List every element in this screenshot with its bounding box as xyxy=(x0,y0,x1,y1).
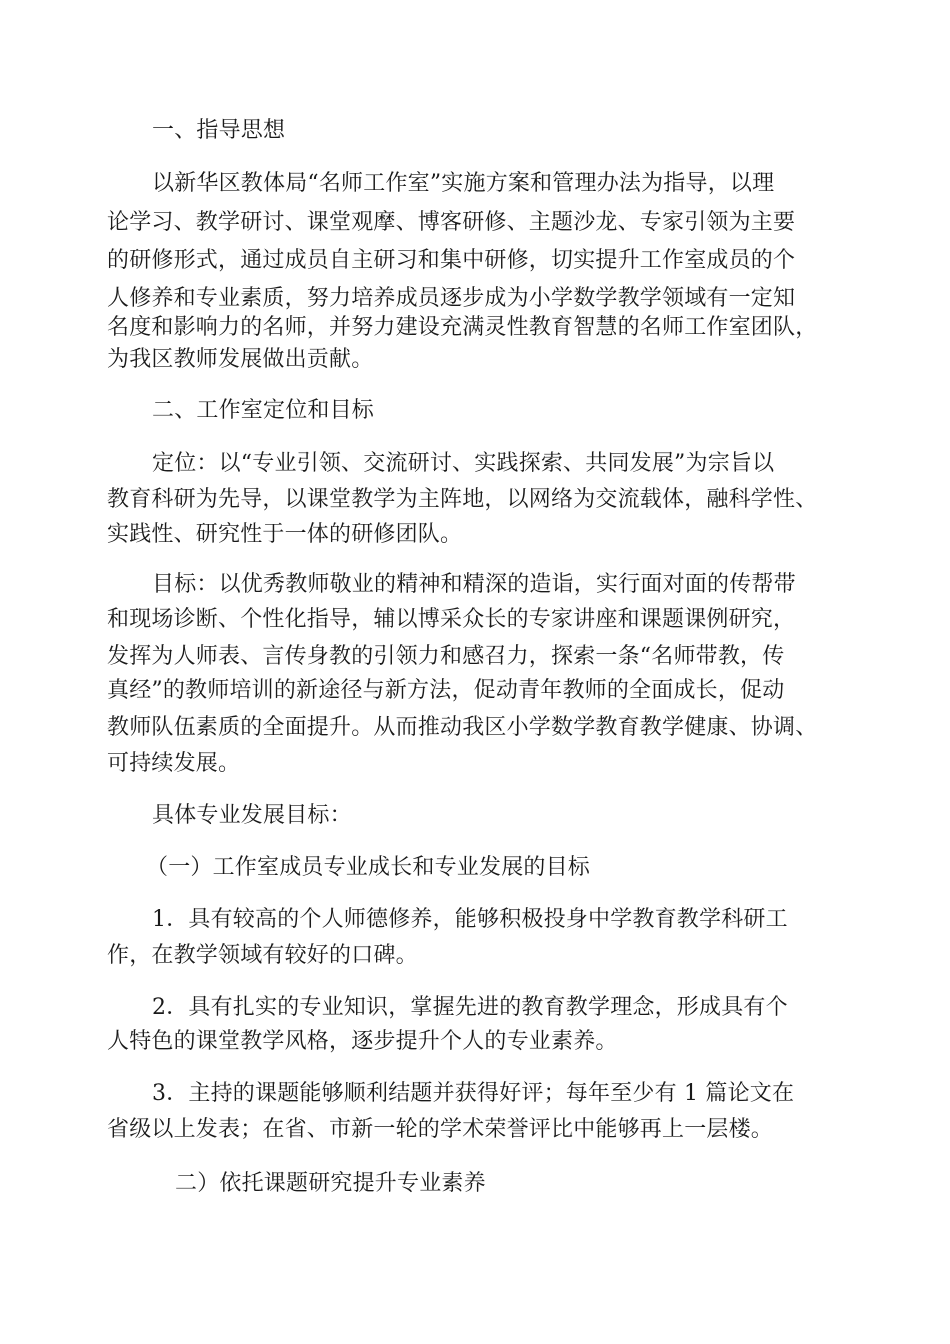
paragraph-goal-line-3: 发挥为人师表、言传身教的引领力和感召力，探索一条“名师带教，传 xyxy=(107,644,785,669)
item-1-line-2: 作，在教学领域有较好的口碑。 xyxy=(107,943,418,968)
paragraph-positioning-line-1: 定位：以“专业引领、交流研讨、实践探索、共同发展”为宗旨以 xyxy=(152,451,775,476)
paragraph-goal-line-4: 真经”的教师培训的新途径与新方法，促动青年教师的全面成长，促动 xyxy=(107,678,785,703)
paragraph-goal-line-1: 目标：以优秀教师敬业的精神和精深的造诣，实行面对面的传帮带 xyxy=(152,572,796,597)
paragraph-positioning-line-2: 教育科研为先导，以课堂教学为主阵地，以网络为交流载体，融科学性、 xyxy=(107,487,818,512)
paragraph-guiding-line-6: 为我区教师发展做出贡献。 xyxy=(107,347,374,372)
heading-specific-goals: 具体专业发展目标： xyxy=(152,803,352,828)
paragraph-goal-line-5: 教师队伍素质的全面提升。从而推动我区小学数学教育教学健康、协调、 xyxy=(107,715,818,740)
paragraph-guiding-line-1: 以新华区教体局“名师工作室”实施方案和管理办法为指导，以理 xyxy=(152,171,775,196)
item-3-line-1: 3．主持的课题能够顺利结题并获得好评；每年至少有 1 篇论文在 xyxy=(152,1081,795,1106)
paragraph-positioning-line-3: 实践性、研究性于一体的研修团队。 xyxy=(107,522,463,547)
heading-guiding-ideology: 一、指导思想 xyxy=(152,118,286,143)
paragraph-guiding-line-3: 的研修形式，通过成员自主研习和集中研修，切实提升工作室成员的个 xyxy=(107,248,796,273)
item-2-line-2: 人特色的课堂教学风格，逐步提升个人的专业素养。 xyxy=(107,1029,618,1054)
paragraph-guiding-line-5: 名度和影响力的名师，并努力建设充满灵性教育智慧的名师工作室团队， xyxy=(107,315,818,340)
paragraph-goal-line-6: 可持续发展。 xyxy=(107,751,241,776)
item-2-line-1: 2．具有扎实的专业知识，掌握先进的教育教学理念，形成具有个 xyxy=(152,995,788,1020)
paragraph-goal-line-2: 和现场诊断、个性化指导，辅以博采众长的专家讲座和课题课例研究， xyxy=(107,607,796,632)
paragraph-guiding-line-4: 人修养和专业素质，努力培养成员逐步成为小学数学教学领域有一定知 xyxy=(107,286,796,311)
subheading-member-growth: （一）工作室成员专业成长和专业发展的目标 xyxy=(146,855,591,880)
heading-positioning-goals: 二、工作室定位和目标 xyxy=(152,398,375,423)
subheading-research-projects: 二）依托课题研究提升专业素养 xyxy=(175,1171,486,1196)
paragraph-guiding-line-2: 论学习、教学研讨、课堂观摩、博客研修、主题沙龙、专家引领为主要 xyxy=(107,210,796,235)
item-3-line-2: 省级以上发表；在省、市新一轮的学术荣誉评比中能够再上一层楼。 xyxy=(107,1117,774,1142)
item-1-line-1: 1．具有较高的个人师德修养，能够积极投身中学教育教学科研工 xyxy=(152,907,788,932)
